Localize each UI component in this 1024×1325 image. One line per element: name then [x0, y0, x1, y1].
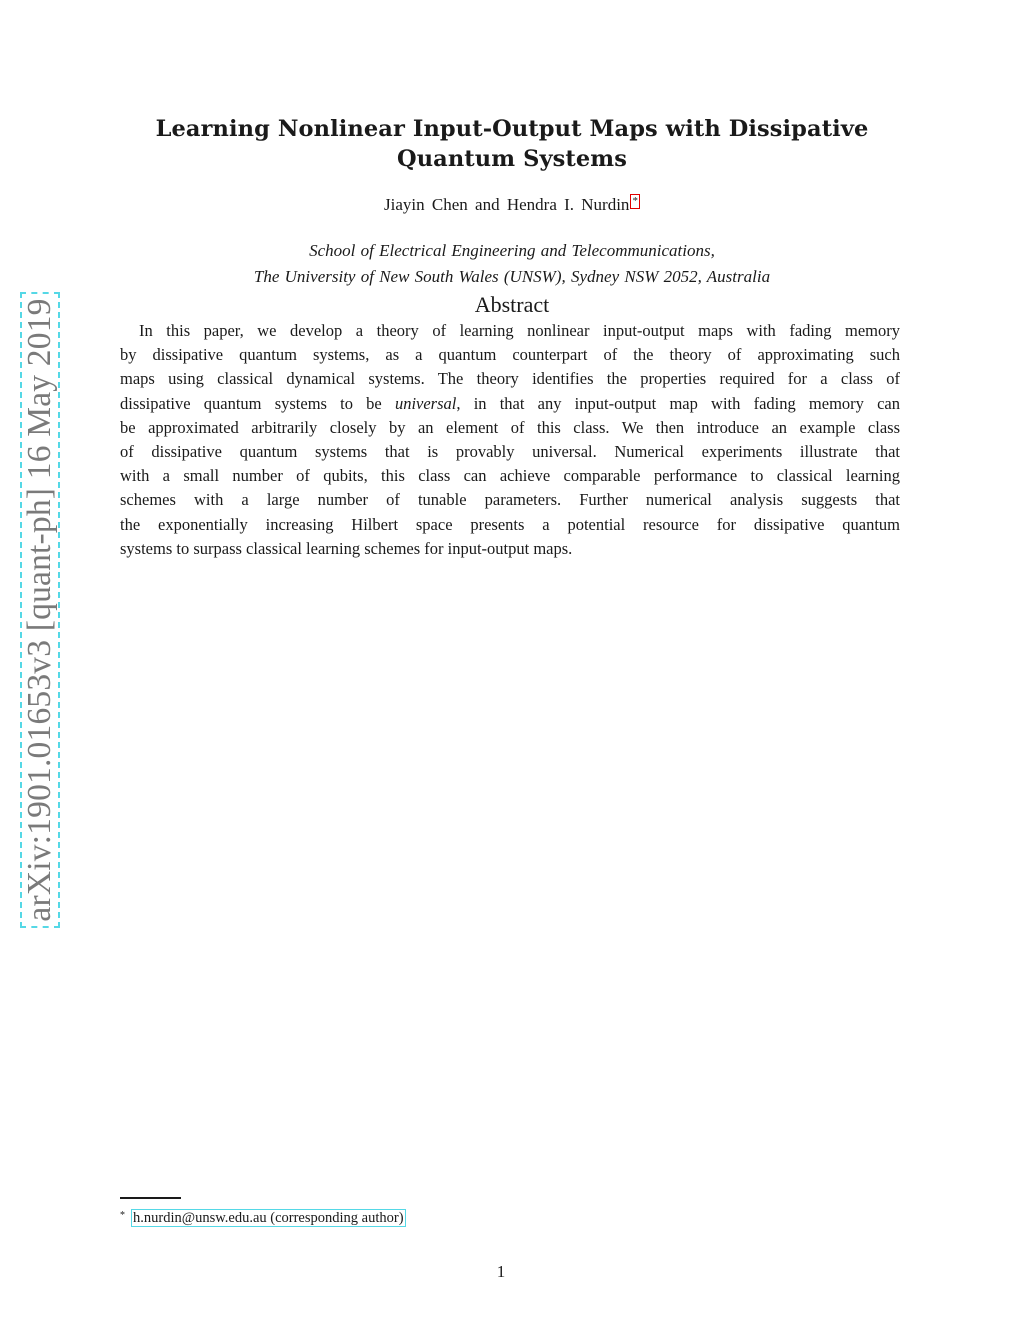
author-list: [0, 194, 1024, 216]
abstract-body: [120, 319, 900, 561]
email-link[interactable]: h.nurdin@unsw.edu.au (corresponding author): [133, 1210, 404, 1226]
footnote: [120, 1206, 406, 1228]
abstract-line: schemes with a large number of tunable parameters. Further numerical analysis suggests that: [120, 490, 900, 510]
abstract-line: with a small number of qubits, this class can achieve comparable performance to classical learning: [120, 466, 900, 486]
abstract-line: systems to surpass classical learning schemes for input-output maps.: [120, 538, 573, 558]
abstract-line: by dissipative quantum systems, as a quantum counterpart of the theory of approximating such: [120, 345, 900, 365]
abstract-line: be approximated arbitrarily closely by an element of this class. We then introduce an example class: [120, 417, 900, 437]
footnote-symbol: *: [120, 1210, 125, 1221]
abstract-heading: Abstract: [474, 292, 550, 317]
title-line: Learning Nonlinear Input-Output Maps with Dissipative: [155, 116, 869, 142]
arxiv-identifier[interactable]: arXiv:1901.01653v3 [quant-ph] 16 May 2019: [21, 298, 58, 922]
affiliation: [0, 238, 1024, 290]
abstract-line: the exponentially increasing Hilbert space presents a potential resource for dissipative quantum: [120, 514, 900, 534]
abstract-line-with-emphasis: [120, 392, 900, 416]
abstract-line: of dissipative quantum systems that is provably universal. Numerical experiments illustrate that: [120, 442, 900, 462]
emphasized-term: universal: [394, 393, 457, 413]
page-number: 1: [496, 1262, 506, 1281]
abstract-line-end: , in that any input-output map with fading memory can: [456, 393, 900, 413]
footnote-link-mark[interactable]: *: [632, 195, 638, 207]
abstract-line: maps using classical dynamical systems. The theory identifies the properties required for a class of: [120, 369, 900, 389]
authors-text: Jiayin Chen and Hendra I. Nurdin: [384, 195, 630, 214]
footnote-rule: [120, 1197, 181, 1199]
affiliation-line: School of Electrical Engineering and Telecommunications,: [309, 241, 715, 260]
title-line: Quantum Systems: [397, 146, 627, 172]
abstract-line-start: dissipative quantum systems to be: [120, 393, 395, 413]
abstract-line: In this paper, we develop a theory of learning nonlinear input-output maps with fading memory: [139, 321, 900, 340]
affiliation-line: The University of New South Wales (UNSW), Sydney NSW 2052, Australia: [253, 267, 771, 286]
paper-title: [0, 114, 1024, 174]
